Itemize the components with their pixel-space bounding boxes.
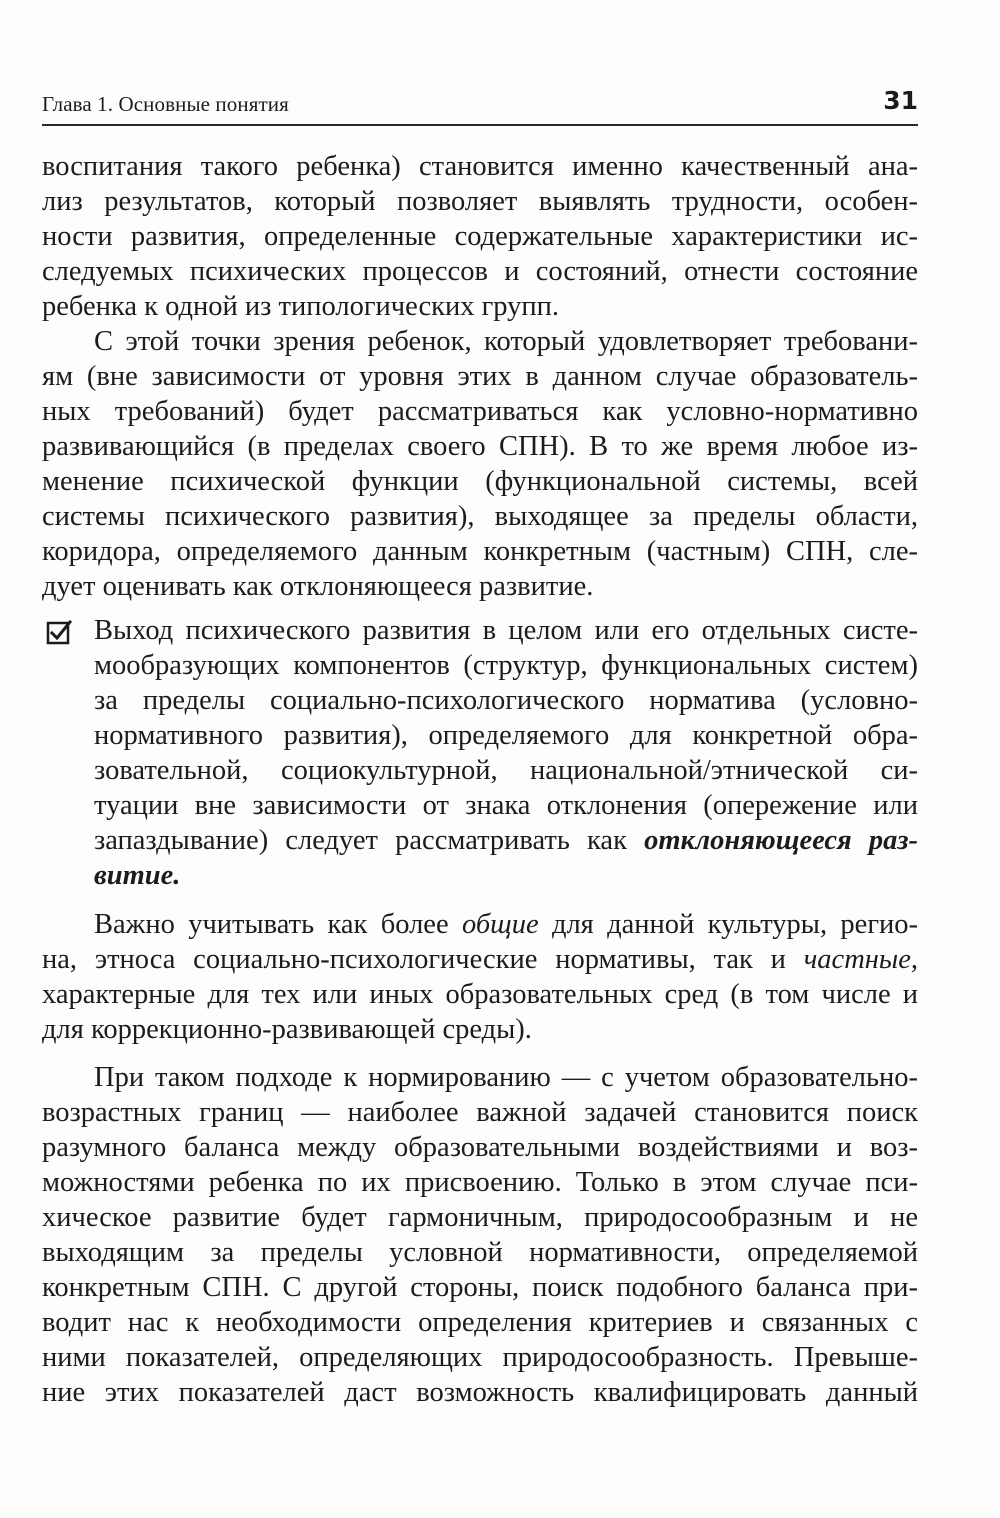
emphasis: общие xyxy=(461,909,539,940)
text-span: Важно учитывать как более xyxy=(94,909,462,940)
text-line: ных требований) будет рассматриваться как условно-нормативно xyxy=(42,396,918,427)
text-line: за пределы социально-психологического норматива (условно- xyxy=(94,685,918,716)
text-line: системы психического развития), выходящее за пределы области, xyxy=(42,501,918,532)
text-line: ние этих показателей даст возможность квалифицировать данный xyxy=(42,1377,918,1408)
text-line: С этой точки зрения ребенок, который удовлетворяет требовани- xyxy=(94,326,918,357)
running-header xyxy=(42,84,918,126)
text-line: мообразующих компонентов (структур, функциональных систем) xyxy=(94,650,918,681)
text-span: на, этноса социально-психологические нормативы, так и xyxy=(42,944,804,975)
text-line: При таком подходе к нормированию — с учетом образовательно- xyxy=(94,1062,918,1093)
text-line: характерные для тех или иных образовательных сред (в том числе и xyxy=(42,979,918,1010)
text-line: можностями ребенка по их присвоению. Только в этом случае пси- xyxy=(42,1167,918,1198)
text-line: выходящим за пределы условной нормативности, определяемой xyxy=(42,1237,918,1268)
text-line xyxy=(42,943,918,977)
text-line: конкретным СПН. С другой стороны, поиск подобного баланса при- xyxy=(42,1272,918,1303)
text-line: воспитания такого ребенка) становится именно качественный ана- xyxy=(42,151,918,182)
text-line xyxy=(94,859,918,893)
text-line: водит нас к необходимости определения критериев и связанных с xyxy=(42,1307,918,1338)
checkbox-checked-icon xyxy=(46,620,72,646)
text-span: запаздывание) следует рассматривать как xyxy=(94,825,627,856)
text-line: возрастных границ — наиболее важной задачей становится поиск xyxy=(42,1097,918,1128)
running-title: Глава 1. Основные понятия xyxy=(42,92,289,116)
text-line: лиз результатов, который позволяет выявлять трудности, особен- xyxy=(42,186,918,217)
text-line: следуемых психических процессов и состояний, отнести состояние xyxy=(42,256,918,287)
defined-term-end: витие. xyxy=(94,860,181,891)
text-line xyxy=(94,908,918,942)
text-line: ности развития, определенные содержательные характеристики ис- xyxy=(42,221,918,252)
defined-term: отклоняющееся раз- xyxy=(644,825,918,856)
text-line xyxy=(94,824,918,858)
text-line: разумного баланса между образовательными воздействиями и воз- xyxy=(42,1132,918,1163)
text-line: хическое развитие будет гармоничным, природосообразным и не xyxy=(42,1202,918,1233)
text-line: для коррекционно-развивающей среды). xyxy=(42,1014,532,1045)
text-line: ребенка к одной из типологических групп. xyxy=(42,291,560,322)
text-line: ними показателей, определяющих природосообразность. Превыше- xyxy=(42,1342,918,1373)
text-line: менение психической функции (функциональной системы, всей xyxy=(42,466,918,497)
text-span: для данной культуры, регио- xyxy=(538,909,919,940)
text-line: дует оценивать как отклоняющееся развитие. xyxy=(42,571,594,602)
text-line: нормативного развития), определяемого для конкретной обра- xyxy=(94,720,918,751)
text-line: туации вне зависимости от знака отклонения (опережение или xyxy=(94,790,918,821)
text-line: развивающийся (в пределах своего СПН). В то же время любое из- xyxy=(42,431,918,462)
emphasis: частные, xyxy=(803,944,918,975)
text-line: Выход психического развития в целом или его отдельных систе- xyxy=(94,615,918,646)
text-line: ям (вне зависимости от уровня этих в данном случае образователь- xyxy=(42,361,918,392)
text-line: коридора, определяемого данным конкретным (частным) СПН, сле- xyxy=(42,536,918,567)
page-number: 31 xyxy=(883,86,918,115)
text-line: зовательной, социокультурной, национальной/этнической си- xyxy=(94,755,918,786)
